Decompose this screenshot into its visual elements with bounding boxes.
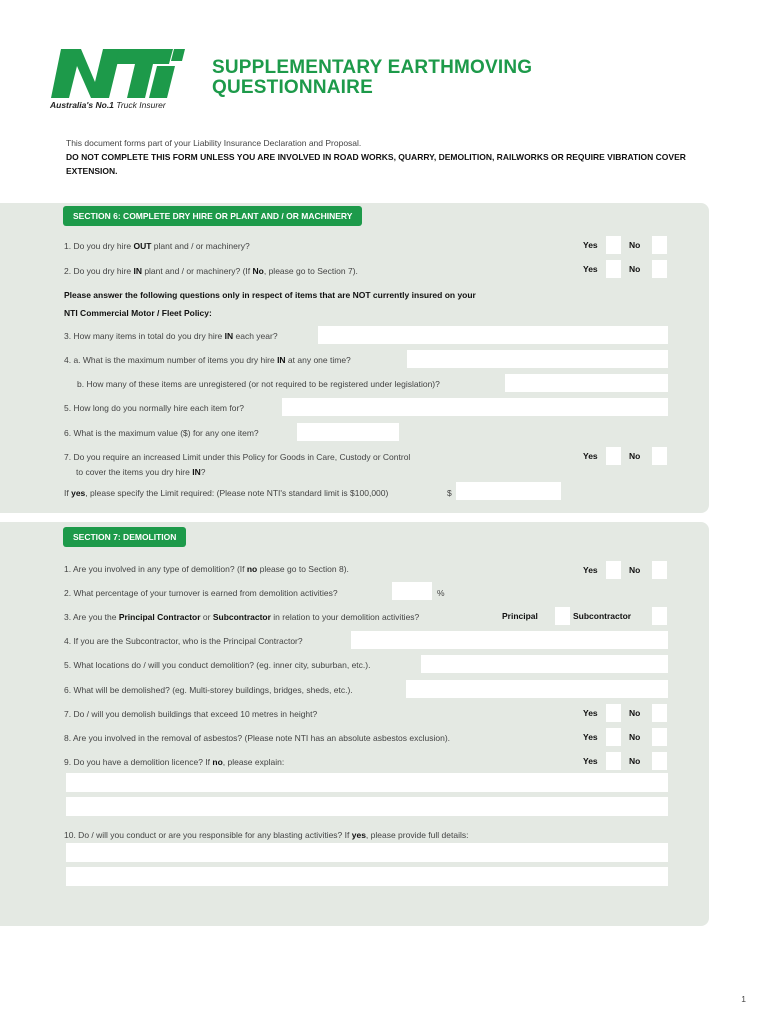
percent-sign: % [437, 588, 445, 598]
s6-q1-yes-label: Yes [583, 240, 598, 250]
s7-q1-yes-checkbox[interactable] [606, 561, 621, 579]
s7-q4-input[interactable] [351, 631, 668, 649]
s6-q1-yes-checkbox[interactable] [606, 236, 621, 254]
s7-q2: 2. What percentage of your turnover is earned from demolition activities? [64, 588, 338, 598]
s7-q1: 1. Are you involved in any type of demolition? (If no please go to Section 8). [64, 564, 349, 574]
s7-q10-details-line2[interactable] [66, 867, 668, 886]
s6-note: Please answer the following questions only in respect of items that are NOT currently insured on your NTI Commercial Motor / Fleet Policy: [64, 290, 476, 318]
s7-q8-no-label: No [629, 732, 641, 742]
s7-q9: 9. Do you have a demolition licence? If no, please explain: [64, 757, 285, 767]
s7-q4: 4. If you are the Subcontractor, who is the Principal Contractor? [64, 636, 303, 646]
s6-q3-input[interactable] [318, 326, 668, 344]
s7-q7-yes-checkbox[interactable] [606, 704, 621, 722]
s7-q8-no-checkbox[interactable] [652, 728, 667, 746]
s6-q2-yes-checkbox[interactable] [606, 260, 621, 278]
s7-q9-explain-line1[interactable] [66, 773, 668, 792]
s6-q4b-input[interactable] [505, 374, 668, 392]
section6-title: SECTION 6: COMPLETE DRY HIRE OR PLANT AND / OR MACHINERY [63, 206, 362, 226]
principal-checkbox[interactable] [555, 607, 570, 625]
subcontractor-label: Subcontractor [573, 611, 632, 621]
s6-q3: 3. How many items in total do you dry hire IN each year? [64, 331, 278, 341]
s6-q5-input[interactable] [282, 398, 668, 416]
s6-q7-followup: If yes, please specify the Limit required: (Please note NTI's standard limit is $100,000) [64, 488, 389, 498]
s7-q7-yes-label: Yes [583, 708, 598, 718]
s6-q1-no-label: No [629, 240, 641, 250]
s7-q2-input[interactable] [392, 582, 432, 600]
s7-q5: 5. What locations do / will you conduct demolition? (eg. inner city, suburban, etc.). [64, 660, 371, 670]
s7-q8: 8. Are you involved in the removal of asbestos? (Please note NTI has an absolute asbestos exclusion). [64, 733, 451, 743]
s7-q3: 3. Are you the Principal Contractor or Subcontractor in relation to your demolition activities? [64, 612, 420, 622]
s6-q4a: 4. a. What is the maximum number of items you dry hire IN at any one time? [64, 355, 351, 365]
dollar-sign: $ [447, 488, 452, 498]
s7-q9-explain-line2[interactable] [66, 797, 668, 816]
subcontractor-checkbox[interactable] [652, 607, 667, 625]
s7-q10-details-line1[interactable] [66, 843, 668, 862]
s7-q8-yes-label: Yes [583, 732, 598, 742]
s7-q9-yes-label: Yes [583, 756, 598, 766]
s7-q7-no-checkbox[interactable] [652, 704, 667, 722]
section7-panel [0, 522, 709, 926]
principal-label: Principal [502, 611, 538, 621]
tagline: Australia's No.1 Truck Insurer [50, 100, 166, 110]
s6-q7-yes-label: Yes [583, 451, 598, 461]
s6-q7: 7. Do you require an increased Limit under this Policy for Goods in Care, Custody or Control to cover the items you dry hire IN? [64, 452, 411, 477]
s6-q6-input[interactable] [297, 423, 399, 441]
s6-q7-no-checkbox[interactable] [652, 447, 667, 465]
s6-q7-yes-checkbox[interactable] [606, 447, 621, 465]
s6-q2-no-checkbox[interactable] [652, 260, 667, 278]
s6-q2: 2. Do you dry hire IN plant and / or machinery? (If No, please go to Section 7). [64, 266, 358, 276]
page-number: 1 [741, 994, 746, 1004]
s7-q8-yes-checkbox[interactable] [606, 728, 621, 746]
s7-q7: 7. Do / will you demolish buildings that exceed 10 metres in height? [64, 709, 318, 719]
s7-q10: 10. Do / will you conduct or are you responsible for any blasting activities? If yes, please provide full details: [64, 830, 469, 840]
s7-q1-yes-label: Yes [583, 565, 598, 575]
s7-q9-no-label: No [629, 756, 641, 766]
s7-q5-input[interactable] [421, 655, 668, 673]
s6-q1-no-checkbox[interactable] [652, 236, 667, 254]
s7-q9-no-checkbox[interactable] [652, 752, 667, 770]
s6-q4b: b. How many of these items are unregistered (or not required to be registered under legislation)? [77, 379, 440, 389]
s7-q1-no-label: No [629, 565, 641, 575]
s6-q1: 1. Do you dry hire OUT plant and / or machinery? [64, 241, 250, 251]
s7-q9-yes-checkbox[interactable] [606, 752, 621, 770]
s6-q7-no-label: No [629, 451, 641, 461]
page-title: SUPPLEMENTARY EARTHMOVING QUESTIONNAIRE [212, 57, 533, 98]
s6-q5: 5. How long do you normally hire each item for? [64, 403, 245, 413]
warning-text: DO NOT COMPLETE THIS FORM UNLESS YOU ARE INVOLVED IN ROAD WORKS, QUARRY, DEMOLITION, RAILWORKS OR REQUIRE VIBRATION COVER EXTENSION. [66, 152, 686, 176]
s6-q6: 6. What is the maximum value ($) for any one item? [64, 428, 259, 438]
s7-q6: 6. What will be demolished? (eg. Multi-storey buildings, bridges, sheds, etc.). [64, 685, 353, 695]
s7-q1-no-checkbox[interactable] [652, 561, 667, 579]
s6-limit-input[interactable] [456, 482, 561, 500]
intro-text: This document forms part of your Liability Insurance Declaration and Proposal. [66, 138, 362, 148]
s7-q7-no-label: No [629, 708, 641, 718]
s7-q6-input[interactable] [406, 680, 668, 698]
s6-q4a-input[interactable] [407, 350, 668, 368]
s6-q2-yes-label: Yes [583, 264, 598, 274]
section7-title: SECTION 7: DEMOLITION [63, 527, 186, 547]
s6-q2-no-label: No [629, 264, 641, 274]
